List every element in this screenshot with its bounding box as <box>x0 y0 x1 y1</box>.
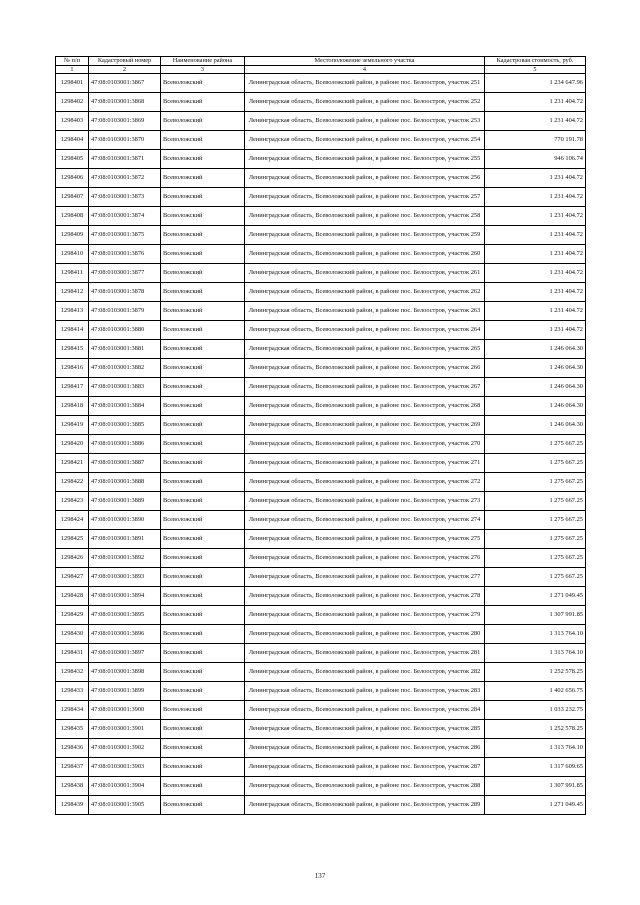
table-row <box>56 188 586 207</box>
plot-location: Ленинградская область, Всеволожский район, в районе пос. Белоостров, участок 266 <box>245 359 485 378</box>
cadastral-value: 1 317 609.65 <box>485 758 586 777</box>
cadastral-value: 1 231 404.72 <box>485 321 586 340</box>
row-number: 1298435 <box>56 720 89 739</box>
district-name: Всеволожский <box>161 207 245 226</box>
row-number: 1298432 <box>56 663 89 682</box>
cadastral-value: 1 231 404.72 <box>485 207 586 226</box>
plot-location: Ленинградская область, Всеволожский район, в районе пос. Белоостров, участок 274 <box>245 511 485 530</box>
cadastral-value: 1 275 667.25 <box>485 568 586 587</box>
cadastral-value: 1 275 667.25 <box>485 511 586 530</box>
district-name: Всеволожский <box>161 758 245 777</box>
plot-location: Ленинградская область, Всеволожский район, в районе пос. Белоостров, участок 268 <box>245 397 485 416</box>
table-row <box>56 720 586 739</box>
row-number: 1298407 <box>56 188 89 207</box>
cadastral-value: 770 191.78 <box>485 131 586 150</box>
row-number: 1298431 <box>56 644 89 663</box>
row-number: 1298430 <box>56 625 89 644</box>
district-name: Всеволожский <box>161 150 245 169</box>
plot-location: Ленинградская область, Всеволожский район, в районе пос. Белоостров, участок 282 <box>245 663 485 682</box>
table-row <box>56 302 586 321</box>
row-number: 1298417 <box>56 378 89 397</box>
cadastral-value: 1 231 404.72 <box>485 93 586 112</box>
district-name: Всеволожский <box>161 321 245 340</box>
cadastral-number: 47:08:0103001:3892 <box>89 549 161 568</box>
table-row <box>56 644 586 663</box>
cadastral-number: 47:08:0103001:3901 <box>89 720 161 739</box>
district-name: Всеволожский <box>161 473 245 492</box>
cadastral-number: 47:08:0103001:3877 <box>89 264 161 283</box>
cadastral-number: 47:08:0103001:3876 <box>89 245 161 264</box>
cadastral-value: 1 246 064.30 <box>485 378 586 397</box>
cadastral-value: 1 313 764.10 <box>485 644 586 663</box>
plot-location: Ленинградская область, Всеволожский район, в районе пос. Белоостров, участок 281 <box>245 644 485 663</box>
row-number: 1298421 <box>56 454 89 473</box>
row-number: 1298420 <box>56 435 89 454</box>
row-number: 1298434 <box>56 701 89 720</box>
cadastral-number: 47:08:0103001:3895 <box>89 606 161 625</box>
plot-location: Ленинградская область, Всеволожский район, в районе пос. Белоостров, участок 251 <box>245 74 485 93</box>
column-index: 2 <box>89 66 161 74</box>
cadastral-number: 47:08:0103001:3881 <box>89 340 161 359</box>
table-row <box>56 245 586 264</box>
column-numbering-row <box>56 66 586 74</box>
district-name: Всеволожский <box>161 587 245 606</box>
row-number: 1298408 <box>56 207 89 226</box>
table-row <box>56 682 586 701</box>
district-name: Всеволожский <box>161 454 245 473</box>
table-row <box>56 701 586 720</box>
table-row <box>56 226 586 245</box>
cadastral-value: 1 271 049.45 <box>485 796 586 815</box>
district-name: Всеволожский <box>161 264 245 283</box>
header-district-name: Наименование района <box>161 57 245 66</box>
plot-location: Ленинградская область, Всеволожский район, в районе пос. Белоостров, участок 253 <box>245 112 485 131</box>
table-row <box>56 397 586 416</box>
plot-location: Ленинградская область, Всеволожский район, в районе пос. Белоостров, участок 260 <box>245 245 485 264</box>
district-name: Всеволожский <box>161 549 245 568</box>
table-row <box>56 568 586 587</box>
cadastral-number: 47:08:0103001:3878 <box>89 283 161 302</box>
district-name: Всеволожский <box>161 378 245 397</box>
cadastral-number: 47:08:0103001:3879 <box>89 302 161 321</box>
plot-location: Ленинградская область, Всеволожский район, в районе пос. Белоостров, участок 279 <box>245 606 485 625</box>
plot-location: Ленинградская область, Всеволожский район, в районе пос. Белоостров, участок 254 <box>245 131 485 150</box>
table-row <box>56 359 586 378</box>
cadastral-number: 47:08:0103001:3900 <box>89 701 161 720</box>
cadastral-number: 47:08:0103001:3885 <box>89 416 161 435</box>
cadastral-value: 1 033 232.75 <box>485 701 586 720</box>
row-number: 1298402 <box>56 93 89 112</box>
plot-location: Ленинградская область, Всеволожский район, в районе пос. Белоостров, участок 270 <box>245 435 485 454</box>
cadastral-value: 1 231 404.72 <box>485 283 586 302</box>
cadastral-table <box>55 56 586 815</box>
cadastral-value: 1 231 404.72 <box>485 188 586 207</box>
header-location: Местоположение земельного участка <box>245 57 485 66</box>
cadastral-number: 47:08:0103001:3893 <box>89 568 161 587</box>
cadastral-value: 1 275 667.25 <box>485 492 586 511</box>
district-name: Всеволожский <box>161 188 245 207</box>
plot-location: Ленинградская область, Всеволожский район, в районе пос. Белоостров, участок 272 <box>245 473 485 492</box>
district-name: Всеволожский <box>161 739 245 758</box>
table-row <box>56 473 586 492</box>
cadastral-number: 47:08:0103001:3873 <box>89 188 161 207</box>
district-name: Всеволожский <box>161 644 245 663</box>
plot-location: Ленинградская область, Всеволожский район, в районе пос. Белоостров, участок 287 <box>245 758 485 777</box>
cadastral-value: 1 275 667.25 <box>485 435 586 454</box>
cadastral-number: 47:08:0103001:3889 <box>89 492 161 511</box>
plot-location: Ленинградская область, Всеволожский район, в районе пос. Белоостров, участок 280 <box>245 625 485 644</box>
plot-location: Ленинградская область, Всеволожский район, в районе пос. Белоостров, участок 284 <box>245 701 485 720</box>
district-name: Всеволожский <box>161 131 245 150</box>
cadastral-value: 1 246 064.30 <box>485 416 586 435</box>
row-number: 1298433 <box>56 682 89 701</box>
cadastral-value: 1 313 764.10 <box>485 739 586 758</box>
table-row <box>56 321 586 340</box>
table-body <box>56 74 586 815</box>
district-name: Всеволожский <box>161 416 245 435</box>
cadastral-value: 1 231 404.72 <box>485 169 586 188</box>
cadastral-number: 47:08:0103001:3872 <box>89 169 161 188</box>
plot-location: Ленинградская область, Всеволожский район, в районе пос. Белоостров, участок 259 <box>245 226 485 245</box>
district-name: Всеволожский <box>161 511 245 530</box>
plot-location: Ленинградская область, Всеволожский район, в районе пос. Белоостров, участок 288 <box>245 777 485 796</box>
district-name: Всеволожский <box>161 720 245 739</box>
row-number: 1298409 <box>56 226 89 245</box>
row-number: 1298419 <box>56 416 89 435</box>
district-name: Всеволожский <box>161 663 245 682</box>
district-name: Всеволожский <box>161 169 245 188</box>
cadastral-value: 1 402 656.75 <box>485 682 586 701</box>
cadastral-number: 47:08:0103001:3888 <box>89 473 161 492</box>
table-row <box>56 150 586 169</box>
cadastral-number: 47:08:0103001:3880 <box>89 321 161 340</box>
row-number: 1298405 <box>56 150 89 169</box>
row-number: 1298416 <box>56 359 89 378</box>
cadastral-value: 1 234 647.96 <box>485 74 586 93</box>
cadastral-number: 47:08:0103001:3869 <box>89 112 161 131</box>
district-name: Всеволожский <box>161 93 245 112</box>
row-number: 1298422 <box>56 473 89 492</box>
table-row <box>56 663 586 682</box>
row-number: 1298412 <box>56 283 89 302</box>
table-row <box>56 112 586 131</box>
cadastral-value: 1 246 064.30 <box>485 340 586 359</box>
cadastral-value: 1 231 404.72 <box>485 302 586 321</box>
row-number: 1298410 <box>56 245 89 264</box>
table-row <box>56 264 586 283</box>
row-number: 1298401 <box>56 74 89 93</box>
plot-location: Ленинградская область, Всеволожский район, в районе пос. Белоостров, участок 257 <box>245 188 485 207</box>
district-name: Всеволожский <box>161 682 245 701</box>
row-number: 1298424 <box>56 511 89 530</box>
cadastral-value: 1 271 049.45 <box>485 587 586 606</box>
district-name: Всеволожский <box>161 245 245 264</box>
plot-location: Ленинградская область, Всеволожский район, в районе пос. Белоостров, участок 271 <box>245 454 485 473</box>
plot-location: Ленинградская область, Всеволожский район, в районе пос. Белоостров, участок 263 <box>245 302 485 321</box>
table-row <box>56 74 586 93</box>
plot-location: Ленинградская область, Всеволожский район, в районе пос. Белоостров, участок 275 <box>245 530 485 549</box>
district-name: Всеволожский <box>161 777 245 796</box>
cadastral-number: 47:08:0103001:3891 <box>89 530 161 549</box>
cadastral-number: 47:08:0103001:3896 <box>89 625 161 644</box>
header-cadastral-value: Кадастровая стоимость, руб. <box>485 57 586 66</box>
cadastral-number: 47:08:0103001:3886 <box>89 435 161 454</box>
cadastral-number: 47:08:0103001:3887 <box>89 454 161 473</box>
table-row <box>56 777 586 796</box>
cadastral-value: 1 307 991.85 <box>485 777 586 796</box>
page-number: 137 <box>314 872 326 880</box>
cadastral-value: 1 275 667.25 <box>485 549 586 568</box>
district-name: Всеволожский <box>161 796 245 815</box>
district-name: Всеволожский <box>161 625 245 644</box>
column-index: 4 <box>245 66 485 74</box>
cadastral-number: 47:08:0103001:3875 <box>89 226 161 245</box>
cadastral-number: 47:08:0103001:3905 <box>89 796 161 815</box>
table-row <box>56 587 586 606</box>
district-name: Всеволожский <box>161 74 245 93</box>
plot-location: Ленинградская область, Всеволожский район, в районе пос. Белоостров, участок 276 <box>245 549 485 568</box>
cadastral-number: 47:08:0103001:3897 <box>89 644 161 663</box>
plot-location: Ленинградская область, Всеволожский район, в районе пос. Белоостров, участок 289 <box>245 796 485 815</box>
table-row <box>56 530 586 549</box>
table-row <box>56 511 586 530</box>
cadastral-number: 47:08:0103001:3882 <box>89 359 161 378</box>
plot-location: Ленинградская область, Всеволожский район, в районе пос. Белоостров, участок 252 <box>245 93 485 112</box>
header-number: № п/п <box>56 57 89 66</box>
row-number: 1298425 <box>56 530 89 549</box>
cadastral-number: 47:08:0103001:3870 <box>89 131 161 150</box>
table-row <box>56 454 586 473</box>
table-row <box>56 93 586 112</box>
table-row <box>56 796 586 815</box>
table-row <box>56 131 586 150</box>
row-number: 1298403 <box>56 112 89 131</box>
district-name: Всеволожский <box>161 530 245 549</box>
cadastral-value: 1 307 991.85 <box>485 606 586 625</box>
cadastral-value: 946 106.74 <box>485 150 586 169</box>
plot-location: Ленинградская область, Всеволожский район, в районе пос. Белоостров, участок 269 <box>245 416 485 435</box>
cadastral-value: 1 231 404.72 <box>485 226 586 245</box>
cadastral-number: 47:08:0103001:3899 <box>89 682 161 701</box>
cadastral-number: 47:08:0103001:3867 <box>89 74 161 93</box>
cadastral-number: 47:08:0103001:3883 <box>89 378 161 397</box>
row-number: 1298439 <box>56 796 89 815</box>
district-name: Всеволожский <box>161 226 245 245</box>
district-name: Всеволожский <box>161 435 245 454</box>
district-name: Всеволожский <box>161 568 245 587</box>
cadastral-number: 47:08:0103001:3904 <box>89 777 161 796</box>
table-row <box>56 606 586 625</box>
column-index: 1 <box>56 66 89 74</box>
table-row <box>56 169 586 188</box>
cadastral-number: 47:08:0103001:3884 <box>89 397 161 416</box>
row-number: 1298411 <box>56 264 89 283</box>
cadastral-number: 47:08:0103001:3903 <box>89 758 161 777</box>
cadastral-value: 1 275 667.25 <box>485 530 586 549</box>
plot-location: Ленинградская область, Всеволожский район, в районе пос. Белоостров, участок 264 <box>245 321 485 340</box>
cadastral-value: 1 252 578.25 <box>485 720 586 739</box>
plot-location: Ленинградская область, Всеволожский район, в районе пос. Белоостров, участок 255 <box>245 150 485 169</box>
table-row <box>56 758 586 777</box>
plot-location: Ленинградская область, Всеволожский район, в районе пос. Белоостров, участок 278 <box>245 587 485 606</box>
row-number: 1298418 <box>56 397 89 416</box>
cadastral-number: 47:08:0103001:3874 <box>89 207 161 226</box>
cadastral-number: 47:08:0103001:3890 <box>89 511 161 530</box>
district-name: Всеволожский <box>161 606 245 625</box>
table-row <box>56 378 586 397</box>
table-row <box>56 492 586 511</box>
header-row <box>56 57 586 66</box>
table-row <box>56 625 586 644</box>
row-number: 1298415 <box>56 340 89 359</box>
district-name: Всеволожский <box>161 492 245 511</box>
plot-location: Ленинградская область, Всеволожский район, в районе пос. Белоостров, участок 286 <box>245 739 485 758</box>
plot-location: Ленинградская область, Всеволожский район, в районе пос. Белоостров, участок 265 <box>245 340 485 359</box>
cadastral-value: 1 275 667.25 <box>485 454 586 473</box>
row-number: 1298437 <box>56 758 89 777</box>
cadastral-value: 1 313 764.10 <box>485 625 586 644</box>
row-number: 1298423 <box>56 492 89 511</box>
table-row <box>56 435 586 454</box>
district-name: Всеволожский <box>161 112 245 131</box>
district-name: Всеволожский <box>161 397 245 416</box>
row-number: 1298404 <box>56 131 89 150</box>
cadastral-number: 47:08:0103001:3871 <box>89 150 161 169</box>
plot-location: Ленинградская область, Всеволожский район, в районе пос. Белоостров, участок 267 <box>245 378 485 397</box>
cadastral-value: 1 246 064.30 <box>485 359 586 378</box>
cadastral-value: 1 275 667.25 <box>485 473 586 492</box>
district-name: Всеволожский <box>161 283 245 302</box>
column-index: 5 <box>485 66 586 74</box>
row-number: 1298429 <box>56 606 89 625</box>
cadastral-value: 1 231 404.72 <box>485 264 586 283</box>
table-row <box>56 207 586 226</box>
cadastral-number: 47:08:0103001:3902 <box>89 739 161 758</box>
column-index: 3 <box>161 66 245 74</box>
row-number: 1298427 <box>56 568 89 587</box>
plot-location: Ленинградская область, Всеволожский район, в районе пос. Белоостров, участок 277 <box>245 568 485 587</box>
plot-location: Ленинградская область, Всеволожский район, в районе пос. Белоостров, участок 258 <box>245 207 485 226</box>
cadastral-value: 1 231 404.72 <box>485 112 586 131</box>
cadastral-value: 1 252 578.25 <box>485 663 586 682</box>
row-number: 1298414 <box>56 321 89 340</box>
plot-location: Ленинградская область, Всеволожский район, в районе пос. Белоостров, участок 285 <box>245 720 485 739</box>
row-number: 1298428 <box>56 587 89 606</box>
table-row <box>56 549 586 568</box>
row-number: 1298426 <box>56 549 89 568</box>
row-number: 1298413 <box>56 302 89 321</box>
plot-location: Ленинградская область, Всеволожский район, в районе пос. Белоостров, участок 262 <box>245 283 485 302</box>
row-number: 1298438 <box>56 777 89 796</box>
table-row <box>56 416 586 435</box>
table-row <box>56 340 586 359</box>
cadastral-number: 47:08:0103001:3898 <box>89 663 161 682</box>
district-name: Всеволожский <box>161 302 245 321</box>
cadastral-number: 47:08:0103001:3868 <box>89 93 161 112</box>
row-number: 1298406 <box>56 169 89 188</box>
row-number: 1298436 <box>56 739 89 758</box>
district-name: Всеволожский <box>161 701 245 720</box>
plot-location: Ленинградская область, Всеволожский район, в районе пос. Белоостров, участок 273 <box>245 492 485 511</box>
table-row <box>56 283 586 302</box>
district-name: Всеволожский <box>161 340 245 359</box>
header-cadastral-number: Кадастровый номер <box>89 57 161 66</box>
table-row <box>56 739 586 758</box>
district-name: Всеволожский <box>161 359 245 378</box>
plot-location: Ленинградская область, Всеволожский район, в районе пос. Белоостров, участок 283 <box>245 682 485 701</box>
cadastral-value: 1 231 404.72 <box>485 245 586 264</box>
cadastral-value: 1 246 064.30 <box>485 397 586 416</box>
cadastral-number: 47:08:0103001:3894 <box>89 587 161 606</box>
plot-location: Ленинградская область, Всеволожский район, в районе пос. Белоостров, участок 256 <box>245 169 485 188</box>
plot-location: Ленинградская область, Всеволожский район, в районе пос. Белоостров, участок 261 <box>245 264 485 283</box>
